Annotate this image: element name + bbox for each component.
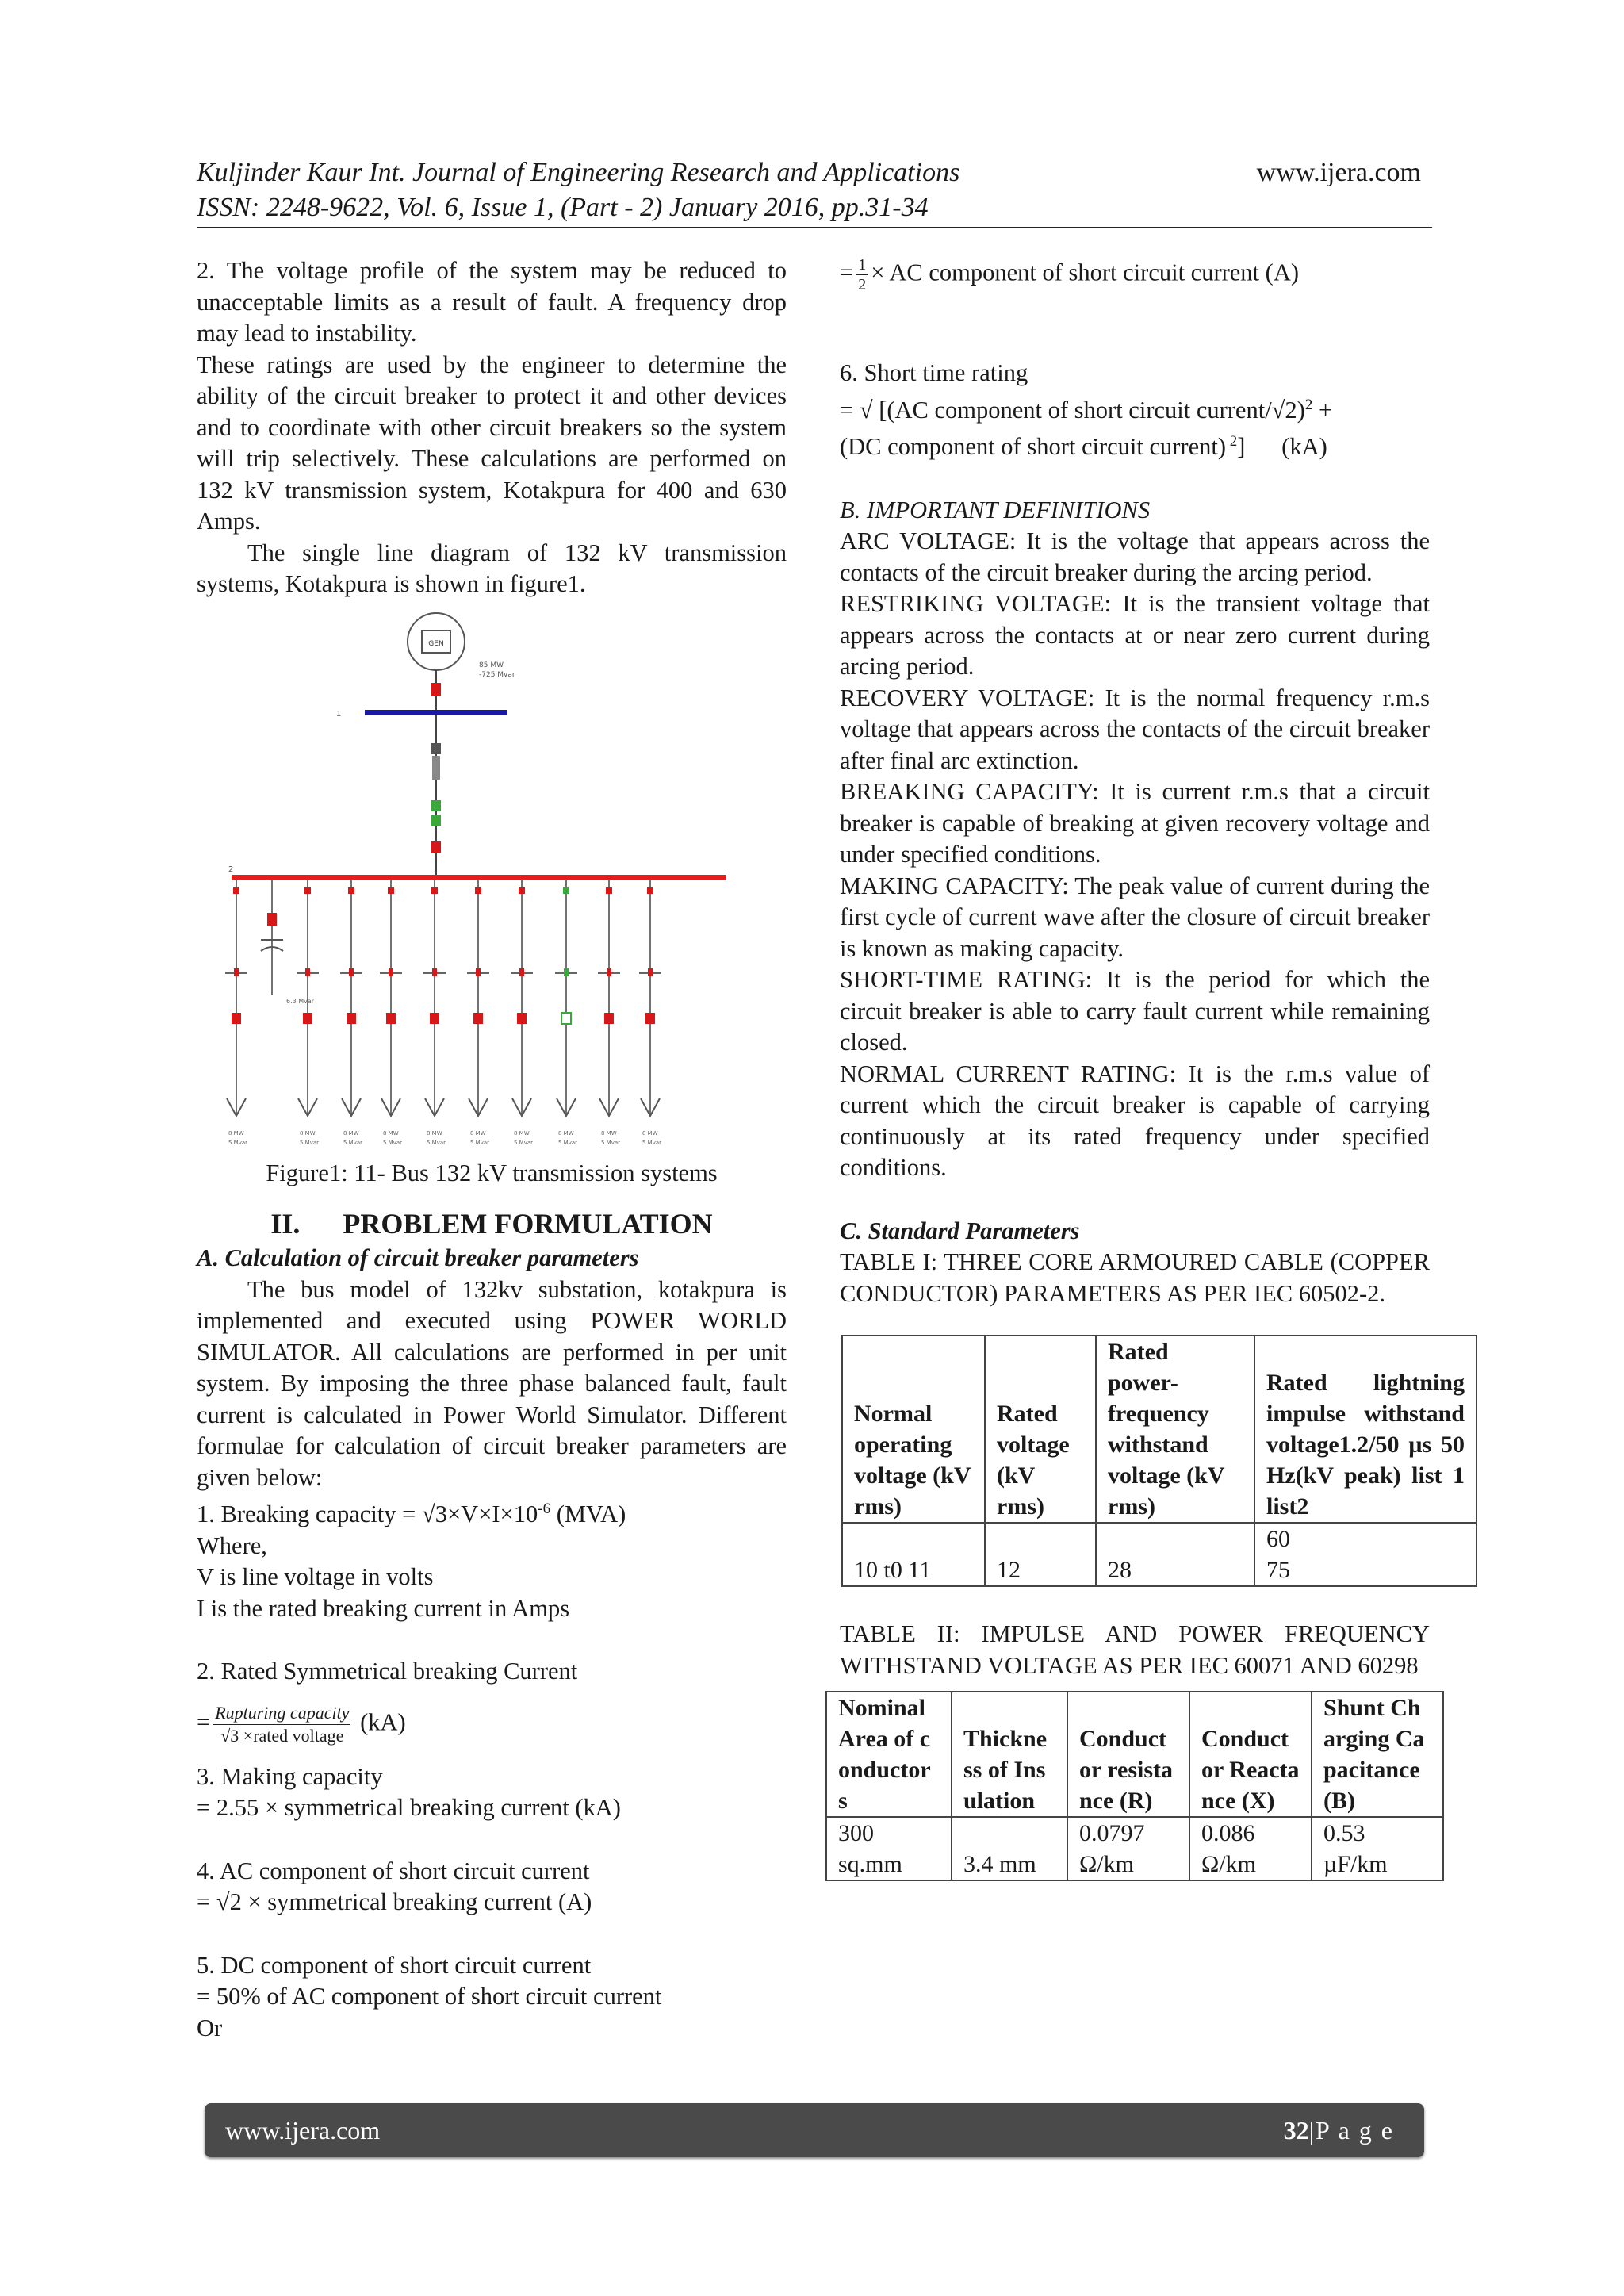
paragraph-single-line: The single line diagram of 132 kV transmission systems, Kotakpura is shown in figure1. bbox=[197, 539, 787, 597]
paragraph-bus-model: The bus model of 132kv substation, kotakpura is implemented and executed using POWER WORLD SIMULATOR. All calculations are performed in per unit system. By imposing the three phase balanced fault, fault current is calculated in Power World Simulator. Different formulae for calculation of circuit breaker parameters are given below: bbox=[197, 1275, 787, 1491]
definition-short-time-rating: SHORT-TIME RATING: It is the period for which the circuit breaker is able to carry fault current while remaining closed. bbox=[840, 966, 1430, 1056]
load-rating-mw: 8 MW bbox=[427, 1129, 442, 1137]
table-2 bbox=[825, 1691, 1444, 1881]
formula-1-exponent: -6 bbox=[538, 1501, 551, 1517]
load-rating-mvar: 5 Mvar bbox=[300, 1139, 320, 1146]
feeder-switch-mark bbox=[648, 968, 653, 976]
feeder-switch-mark bbox=[389, 968, 393, 976]
formula-6-line2 bbox=[840, 426, 1430, 463]
table-1-cell: 12 bbox=[985, 1523, 1096, 1586]
bus-2-label: 2 bbox=[228, 864, 234, 874]
table-1-value-list1: 60 bbox=[1266, 1526, 1290, 1553]
feeder-top-breaker bbox=[519, 887, 525, 894]
subsection-c-heading: C. Standard Parameters bbox=[840, 1217, 1080, 1244]
feeder-top-breaker bbox=[388, 887, 394, 894]
where-label: Where, bbox=[197, 1531, 267, 1559]
table2-caption: TABLE II: IMPULSE AND POWER FREQUENCY WITHSTAND VOLTAGE AS PER IEC 60071 AND 60298 bbox=[840, 1620, 1430, 1679]
half-denominator: 2 bbox=[858, 276, 867, 293]
table-2-header-cell: Shunt Charging Capacitance (B) bbox=[1312, 1692, 1443, 1817]
transformer-symbol bbox=[432, 756, 440, 780]
lv-bus bbox=[232, 875, 726, 880]
formula-6-sup2: 2 bbox=[1226, 433, 1238, 450]
feeder-breaker bbox=[604, 1013, 614, 1024]
load-rating-mw: 8 MW bbox=[228, 1129, 244, 1137]
section-heading bbox=[197, 1205, 787, 1243]
formula-half-ac bbox=[840, 255, 1430, 294]
feeder-breaker bbox=[517, 1013, 527, 1024]
table-2-area-unit: sq.mm bbox=[838, 1851, 902, 1878]
half-equals: = bbox=[840, 259, 854, 286]
feeder-switch-mark bbox=[476, 968, 481, 976]
formula-2-unit: (kA) bbox=[360, 1708, 406, 1736]
feeder-breaker bbox=[645, 1013, 655, 1024]
feeder-switch-mark bbox=[432, 968, 437, 976]
load-rating-mvar: 5 Mvar bbox=[343, 1139, 363, 1146]
generator-rating-mw: 85 MW bbox=[479, 661, 504, 669]
formula-4-title: 4. AC component of short circuit current bbox=[197, 1857, 590, 1884]
formula-6-title: 6. Short time rating bbox=[840, 359, 1028, 386]
right-column bbox=[838, 255, 1465, 1881]
load-rating-mvar: 5 Mvar bbox=[601, 1139, 621, 1146]
formula-2-numerator: Rupturing capacity bbox=[213, 1702, 350, 1725]
formula-2-denominator: √3 ×rated voltage bbox=[220, 1725, 344, 1746]
formula-6-d: ] (kA) bbox=[1237, 433, 1327, 461]
generator-rating-mvar: -725 Mvar bbox=[479, 670, 515, 679]
table-1-row bbox=[842, 1523, 1477, 1586]
table-1-cell: 28 bbox=[1096, 1523, 1254, 1586]
i-definition: I is the rated breaking current in Amps bbox=[197, 1594, 570, 1622]
load-rating-mvar: 5 Mvar bbox=[383, 1139, 403, 1146]
load-rating-mw: 8 MW bbox=[514, 1129, 530, 1137]
header-website: www.ijera.com bbox=[1256, 158, 1421, 187]
table-2-header-cell: Conductor Reactance (X) bbox=[1189, 1692, 1312, 1817]
feeder-switch-mark bbox=[305, 968, 310, 976]
table-1 bbox=[841, 1335, 1477, 1587]
table-2-header-row bbox=[826, 1692, 1443, 1817]
definition-making-capacity: MAKING CAPACITY: The peak value of current during the first cycle of current wave after the closure of circuit breaker is known as making capacity. bbox=[840, 872, 1430, 962]
feeder-switch-mark bbox=[349, 968, 354, 976]
definition-arc-voltage: ARC VOLTAGE: It is the voltage that appears across the contacts of the circuit breaker during the arcing period. bbox=[840, 527, 1430, 586]
feeder-switch-mark bbox=[607, 968, 611, 976]
feeder-top-breaker bbox=[348, 887, 354, 894]
page-number: 32 bbox=[1283, 2116, 1309, 2145]
subsection-b-heading: B. IMPORTANT DEFINITIONS bbox=[840, 496, 1151, 523]
table-1-cell bbox=[1254, 1523, 1477, 1586]
formula-5-title: 5. DC component of short circuit current bbox=[197, 1951, 592, 1979]
or-label: Or bbox=[197, 2014, 223, 2041]
transformer-green-1 bbox=[431, 800, 441, 811]
table-2-area-value: 300 bbox=[838, 1820, 874, 1847]
definition-recovery-voltage: RECOVERY VOLTAGE: It is the normal frequency r.m.s voltage that appears across the contacts of the circuit breaker after final arc extinction. bbox=[840, 684, 1430, 774]
paragraph-voltage-profile: 2. The voltage profile of the system may be reduced to unacceptable limits as a result of fault. A frequency drop may lead to instability. bbox=[197, 257, 787, 347]
table-2-header-cell: Nominal Area of conductors bbox=[826, 1692, 952, 1817]
feeder-breaker bbox=[386, 1013, 396, 1024]
formula-6-b: + bbox=[1312, 396, 1333, 424]
half-rest: × AC component of short circuit current (A) bbox=[871, 259, 1299, 286]
table-1-header-cell: Normal operating voltage (kV rms) bbox=[842, 1336, 985, 1523]
formula-5-eq: = 50% of AC component of short circuit current bbox=[197, 1983, 662, 2010]
table-2-capacitance-unit: µF/km bbox=[1323, 1851, 1388, 1878]
load-rating-mvar: 5 Mvar bbox=[228, 1139, 248, 1146]
load-rating-mvar: 5 Mvar bbox=[558, 1139, 578, 1146]
table-1-cell: 10 t0 11 bbox=[842, 1523, 985, 1586]
table-2-capacitance-value: 0.53 bbox=[1323, 1820, 1365, 1847]
load-rating-mw: 8 MW bbox=[558, 1129, 574, 1137]
capacitor-rating: 6.3 Mvar bbox=[286, 997, 315, 1005]
feeder-switch-mark bbox=[234, 968, 239, 976]
footer-page-number bbox=[1284, 2113, 1394, 2148]
generator-label: GEN bbox=[428, 639, 444, 648]
feeder-breaker bbox=[430, 1013, 439, 1024]
feeder-breaker bbox=[232, 1013, 241, 1024]
transformer-green-2 bbox=[431, 815, 441, 826]
table-2-reactance-value: 0.086 bbox=[1201, 1820, 1255, 1847]
table-2-row bbox=[826, 1817, 1443, 1880]
table-2-header-cell: Thickness of Insulation bbox=[952, 1692, 1067, 1817]
formula-3-eq: = 2.55 × symmetrical breaking current (kA) bbox=[197, 1794, 621, 1822]
journal-header-line2: ISSN: 2248-9622, Vol. 6, Issue 1, (Part - 2) January 2016, pp.31-34 bbox=[197, 193, 929, 222]
table-2-cell bbox=[1067, 1817, 1189, 1880]
load-rating-mw: 8 MW bbox=[601, 1129, 617, 1137]
header-rule bbox=[197, 227, 1432, 228]
v-definition: V is line voltage in volts bbox=[197, 1563, 434, 1591]
hv-bus bbox=[365, 710, 508, 715]
feeder-top-breaker bbox=[304, 887, 311, 894]
formula-rated-symmetrical bbox=[197, 1702, 787, 1747]
table-1-header-lightning: Rated lightning impulse withstand voltage1.2/50 µs 50 Hz(kV peak) list 1 list2 bbox=[1266, 1370, 1465, 1520]
table-2-cell bbox=[1312, 1817, 1443, 1880]
feeder-top-breaker bbox=[233, 887, 239, 894]
table-2-resistance-unit: Ω/km bbox=[1079, 1851, 1134, 1878]
formula-2-title: 2. Rated Symmetrical breaking Current bbox=[197, 1658, 578, 1685]
load-rating-mw: 8 MW bbox=[383, 1129, 399, 1137]
feeder-top-breaker bbox=[606, 887, 612, 894]
table-2-reactance-unit: Ω/km bbox=[1201, 1851, 1256, 1878]
paragraph-ratings: These ratings are used by the engineer to determine the ability of the circuit breaker to protect it and other devices and to coordinate with other circuit breakers so the system will trip selectively. These calculations are performed on 132 kV transmission system, Kotakpura for 400 and 630 Amps. bbox=[197, 351, 787, 535]
table-2-cell bbox=[1189, 1817, 1312, 1880]
page-label: |P a g e bbox=[1308, 2116, 1394, 2145]
load-rating-mvar: 5 Mvar bbox=[470, 1139, 490, 1146]
formula-1-text: 1. Breaking capacity = √3×V×I×10 bbox=[197, 1501, 538, 1528]
feeder-breaker bbox=[303, 1013, 312, 1024]
formula-1-unit: (MVA) bbox=[550, 1501, 626, 1528]
formula-6-line1 bbox=[840, 389, 1430, 427]
formula-2-fraction bbox=[213, 1702, 350, 1747]
load-rating-mvar: 5 Mvar bbox=[514, 1139, 534, 1146]
formula-3-title: 3. Making capacity bbox=[197, 1762, 383, 1790]
formula-2-equals: = bbox=[197, 1708, 211, 1736]
feeder-top-breaker bbox=[475, 887, 481, 894]
formula-4-eq: = √2 × symmetrical breaking current (A) bbox=[197, 1888, 592, 1916]
transformer-breaker-2 bbox=[431, 841, 441, 853]
load-rating-mw: 8 MW bbox=[642, 1129, 658, 1137]
table-2-cell: 3.4 mm bbox=[952, 1817, 1067, 1880]
left-column bbox=[197, 255, 787, 2044]
table1-caption: TABLE I: THREE CORE ARMOURED CABLE (COPPER CONDUCTOR) PARAMETERS AS PER IEC 60502-2. bbox=[840, 1248, 1430, 1307]
formula-6-c: (DC component of short circuit current) bbox=[840, 433, 1227, 461]
feeder-breaker bbox=[561, 1013, 571, 1024]
generator-breaker bbox=[431, 683, 441, 696]
formula-breaking-capacity bbox=[197, 1493, 787, 1531]
definition-restriking-voltage: RESTRIKING VOLTAGE: It is the transient voltage that appears across the contacts at or near zero current during arcing period. bbox=[840, 590, 1430, 680]
feeder-top-breaker bbox=[563, 887, 569, 894]
formula-6-sup1: 2 bbox=[1304, 396, 1313, 413]
footer-website: www.ijera.com bbox=[225, 2116, 381, 2145]
load-rating-mw: 8 MW bbox=[470, 1129, 486, 1137]
definition-normal-current-rating: NORMAL CURRENT RATING: It is the r.m.s value of current which the circuit breaker is capable of carrying continuously at its rated frequency under specified conditions. bbox=[840, 1060, 1430, 1182]
table-1-value-list2: 75 bbox=[1266, 1557, 1290, 1584]
load-rating-mvar: 5 Mvar bbox=[427, 1139, 446, 1146]
table-1-header-cell bbox=[1254, 1336, 1477, 1523]
feeder-breaker bbox=[347, 1013, 356, 1024]
load-rating-mw: 8 MW bbox=[300, 1129, 316, 1137]
half-numerator: 1 bbox=[858, 256, 867, 274]
half-fraction bbox=[856, 255, 868, 294]
feeder-top-breaker bbox=[431, 887, 438, 894]
table-1-header-cell: Rated power-frequency withstand voltage (kV rms) bbox=[1096, 1336, 1254, 1523]
table-1-header-row bbox=[842, 1336, 1477, 1523]
subsection-a-heading: A. Calculation of circuit breaker parameters bbox=[197, 1244, 639, 1271]
section-number: II. bbox=[270, 1208, 301, 1240]
load-rating-mw: 8 MW bbox=[343, 1129, 359, 1137]
load-rating-mvar: 5 Mvar bbox=[642, 1139, 662, 1146]
page-footer bbox=[205, 2103, 1424, 2157]
table-1-header-cell: Rated voltage (kV rms) bbox=[985, 1336, 1096, 1523]
bus-1-label: 1 bbox=[336, 709, 342, 719]
journal-header-line1: Kuljinder Kaur Int. Journal of Engineering Research and Applications bbox=[197, 158, 960, 187]
section-title: PROBLEM FORMULATION bbox=[343, 1208, 713, 1240]
feeder-switch-mark bbox=[519, 968, 524, 976]
table-2-header-cell: Conductor resistance (R) bbox=[1067, 1692, 1189, 1817]
table-2-cell bbox=[826, 1817, 952, 1880]
feeder-breaker bbox=[473, 1013, 483, 1024]
capacitor-breaker bbox=[267, 913, 277, 926]
definition-breaking-capacity: BREAKING CAPACITY: It is current r.m.s that a circuit breaker is capable of breaking at given recovery voltage and under specified conditions. bbox=[840, 778, 1430, 868]
feeder-top-breaker bbox=[647, 887, 653, 894]
formula-6-a: = √ [(AC component of short circuit current/√2) bbox=[840, 396, 1305, 424]
single-line-diagram bbox=[197, 607, 787, 1158]
single-line-diagram-svg bbox=[197, 607, 787, 1158]
table-2-resistance-value: 0.0797 bbox=[1079, 1820, 1145, 1847]
transformer-breaker-1 bbox=[431, 743, 441, 754]
feeder-switch-mark bbox=[564, 968, 569, 976]
figure-caption: Figure1: 11- Bus 132 kV transmission systems bbox=[266, 1159, 718, 1186]
